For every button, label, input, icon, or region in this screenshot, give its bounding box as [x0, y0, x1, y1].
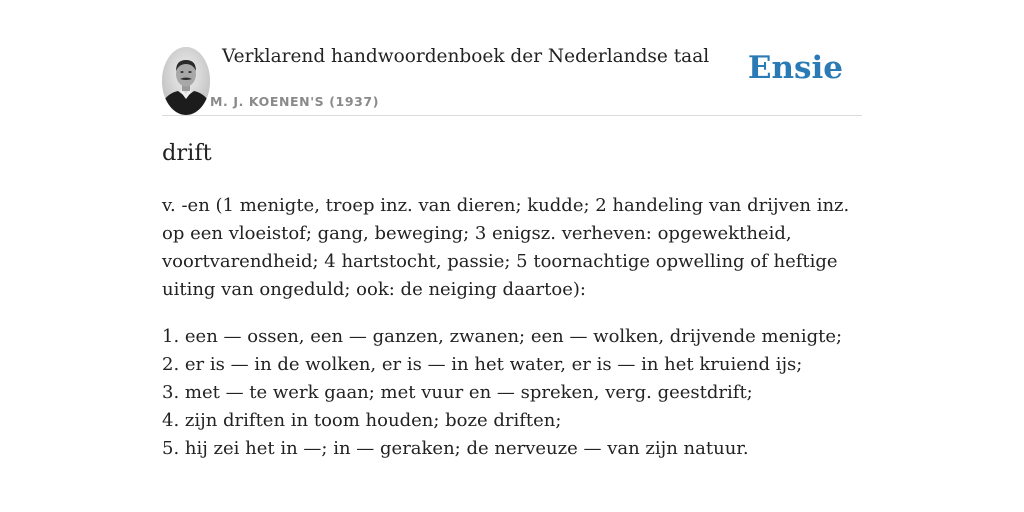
- ensie-logo-link[interactable]: Ensie: [747, 50, 843, 86]
- book-title: Verklarend handwoordenboek der Nederlandse taal: [222, 46, 710, 67]
- usage-example: 1. een — ossen, een — ganzen, zwanen; een — wolken, drijvende menigte;: [162, 326, 843, 347]
- entry-definition: v. -en (1 menigte, troep inz. van dieren; kudde; 2 handeling van drijven inz. op een vloeistof; gang, beweging; 3 enigsz. verheven: opgewektheid, voortvarendheid; 4 hartstocht, passie; 5 toornachtige opwelling of heftige uiting van ongeduld; ook: de neiging daartoe):: [162, 195, 850, 300]
- dictionary-header: [162, 40, 862, 116]
- usage-example: 4. zijn driften in toom houden; boze driften;: [162, 410, 562, 431]
- usage-example: 5. hij zei het in —; in — geraken; de nerveuze — van zijn natuur.: [162, 438, 749, 459]
- usage-examples-list: [162, 323, 862, 463]
- usage-example: 3. met — te werk gaan; met vuur en — spreken, verg. geestdrift;: [162, 382, 753, 403]
- author-portrait-icon: [162, 47, 210, 115]
- entry-headword: drift: [162, 140, 212, 166]
- usage-example: 2. er is — in de wolken, er is — in het water, er is — in het kruiend ijs;: [162, 354, 803, 375]
- author-label: M. J. KOENEN'S (1937): [210, 94, 380, 109]
